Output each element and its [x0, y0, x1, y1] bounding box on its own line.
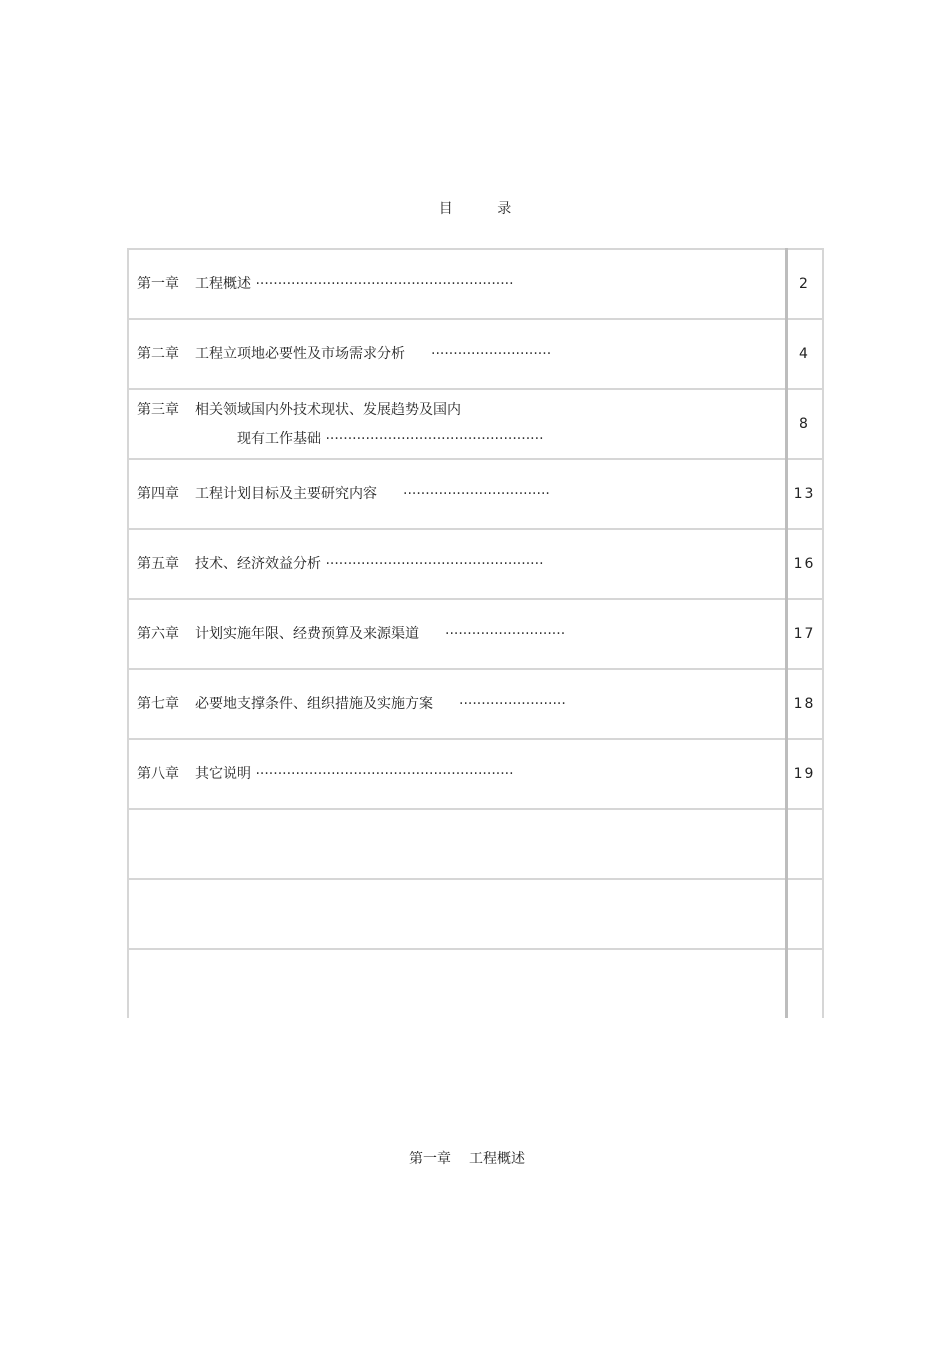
toc-page-number: 4 [786, 319, 823, 389]
toc-row [128, 459, 823, 529]
toc-page-number: 13 [786, 459, 823, 529]
toc-entry [128, 249, 786, 319]
toc-chapter-title-continued: 现有工作基础 [237, 430, 321, 447]
toc-entry [128, 599, 786, 669]
toc-table [127, 248, 824, 1018]
toc-chapter-number: 第七章 [137, 696, 179, 712]
toc-row [128, 669, 823, 739]
toc-row [128, 319, 823, 389]
toc-leader-dots: ················································· [325, 430, 544, 447]
toc-page-number: 2 [786, 249, 823, 319]
toc-entry-empty [128, 809, 786, 879]
toc-row [128, 599, 823, 669]
toc-chapter-title: 工程立项地必要性及市场需求分析 [195, 346, 405, 362]
toc-chapter-number: 第四章 [137, 486, 179, 502]
toc-page-empty [786, 949, 823, 1018]
toc-entry [128, 669, 786, 739]
toc-row [128, 249, 823, 319]
toc-entry-empty [128, 879, 786, 949]
section-chapter-number: 第一章 [409, 1151, 451, 1167]
toc-page-number: 17 [786, 599, 823, 669]
toc-entry-empty [128, 949, 786, 1018]
toc-chapter-number: 第五章 [137, 556, 179, 572]
toc-leader-dots: ················································· [325, 556, 544, 572]
toc-leader-dots: ··························· [431, 346, 552, 362]
toc-entry [128, 319, 786, 389]
toc-page-number: 18 [786, 669, 823, 739]
toc-chapter-title: 技术、经济效益分析 [195, 556, 321, 572]
toc-chapter-title: 计划实施年限、经费预算及来源渠道 [195, 626, 419, 642]
toc-page-empty [786, 879, 823, 949]
toc-page-number: 19 [786, 739, 823, 809]
toc-leader-dots: ·························································· [255, 766, 514, 782]
toc-page-empty [786, 809, 823, 879]
toc-leader-dots: ························ [459, 696, 566, 712]
toc-chapter-title: 其它说明 [195, 766, 251, 782]
toc-chapter-number: 第二章 [137, 346, 179, 362]
toc-chapter-title: 相关领域国内外技术现状、发展趋势及国内 [195, 401, 461, 418]
toc-entry [128, 459, 786, 529]
toc-row-empty [128, 809, 823, 879]
toc-leader-dots: ··························· [445, 626, 566, 642]
toc-title: 目 录 [438, 201, 532, 217]
section-chapter-title: 工程概述 [469, 1151, 525, 1167]
toc-leader-dots: ·························································· [255, 276, 514, 292]
toc-chapter-number: 第一章 [137, 276, 179, 292]
toc-row [128, 739, 823, 809]
toc-leader-dots: ································· [403, 486, 550, 502]
toc-page-number: 8 [786, 389, 823, 459]
toc-row [128, 389, 823, 459]
toc-entry [128, 739, 786, 809]
section-heading [0, 1148, 934, 1168]
toc-chapter-number: 第六章 [137, 626, 179, 642]
toc-chapter-number: 第八章 [137, 766, 179, 782]
toc-chapter-title: 工程概述 [195, 276, 251, 292]
toc-chapter-number: 第三章 [137, 401, 179, 418]
toc-row [128, 529, 823, 599]
toc-chapter-title: 工程计划目标及主要研究内容 [195, 486, 377, 502]
toc-page-number: 16 [786, 529, 823, 599]
toc-row-empty [128, 949, 823, 1018]
toc-entry [128, 389, 786, 459]
toc-chapter-title: 必要地支撑条件、组织措施及实施方案 [195, 696, 433, 712]
toc-entry [128, 529, 786, 599]
toc-row-empty [128, 879, 823, 949]
